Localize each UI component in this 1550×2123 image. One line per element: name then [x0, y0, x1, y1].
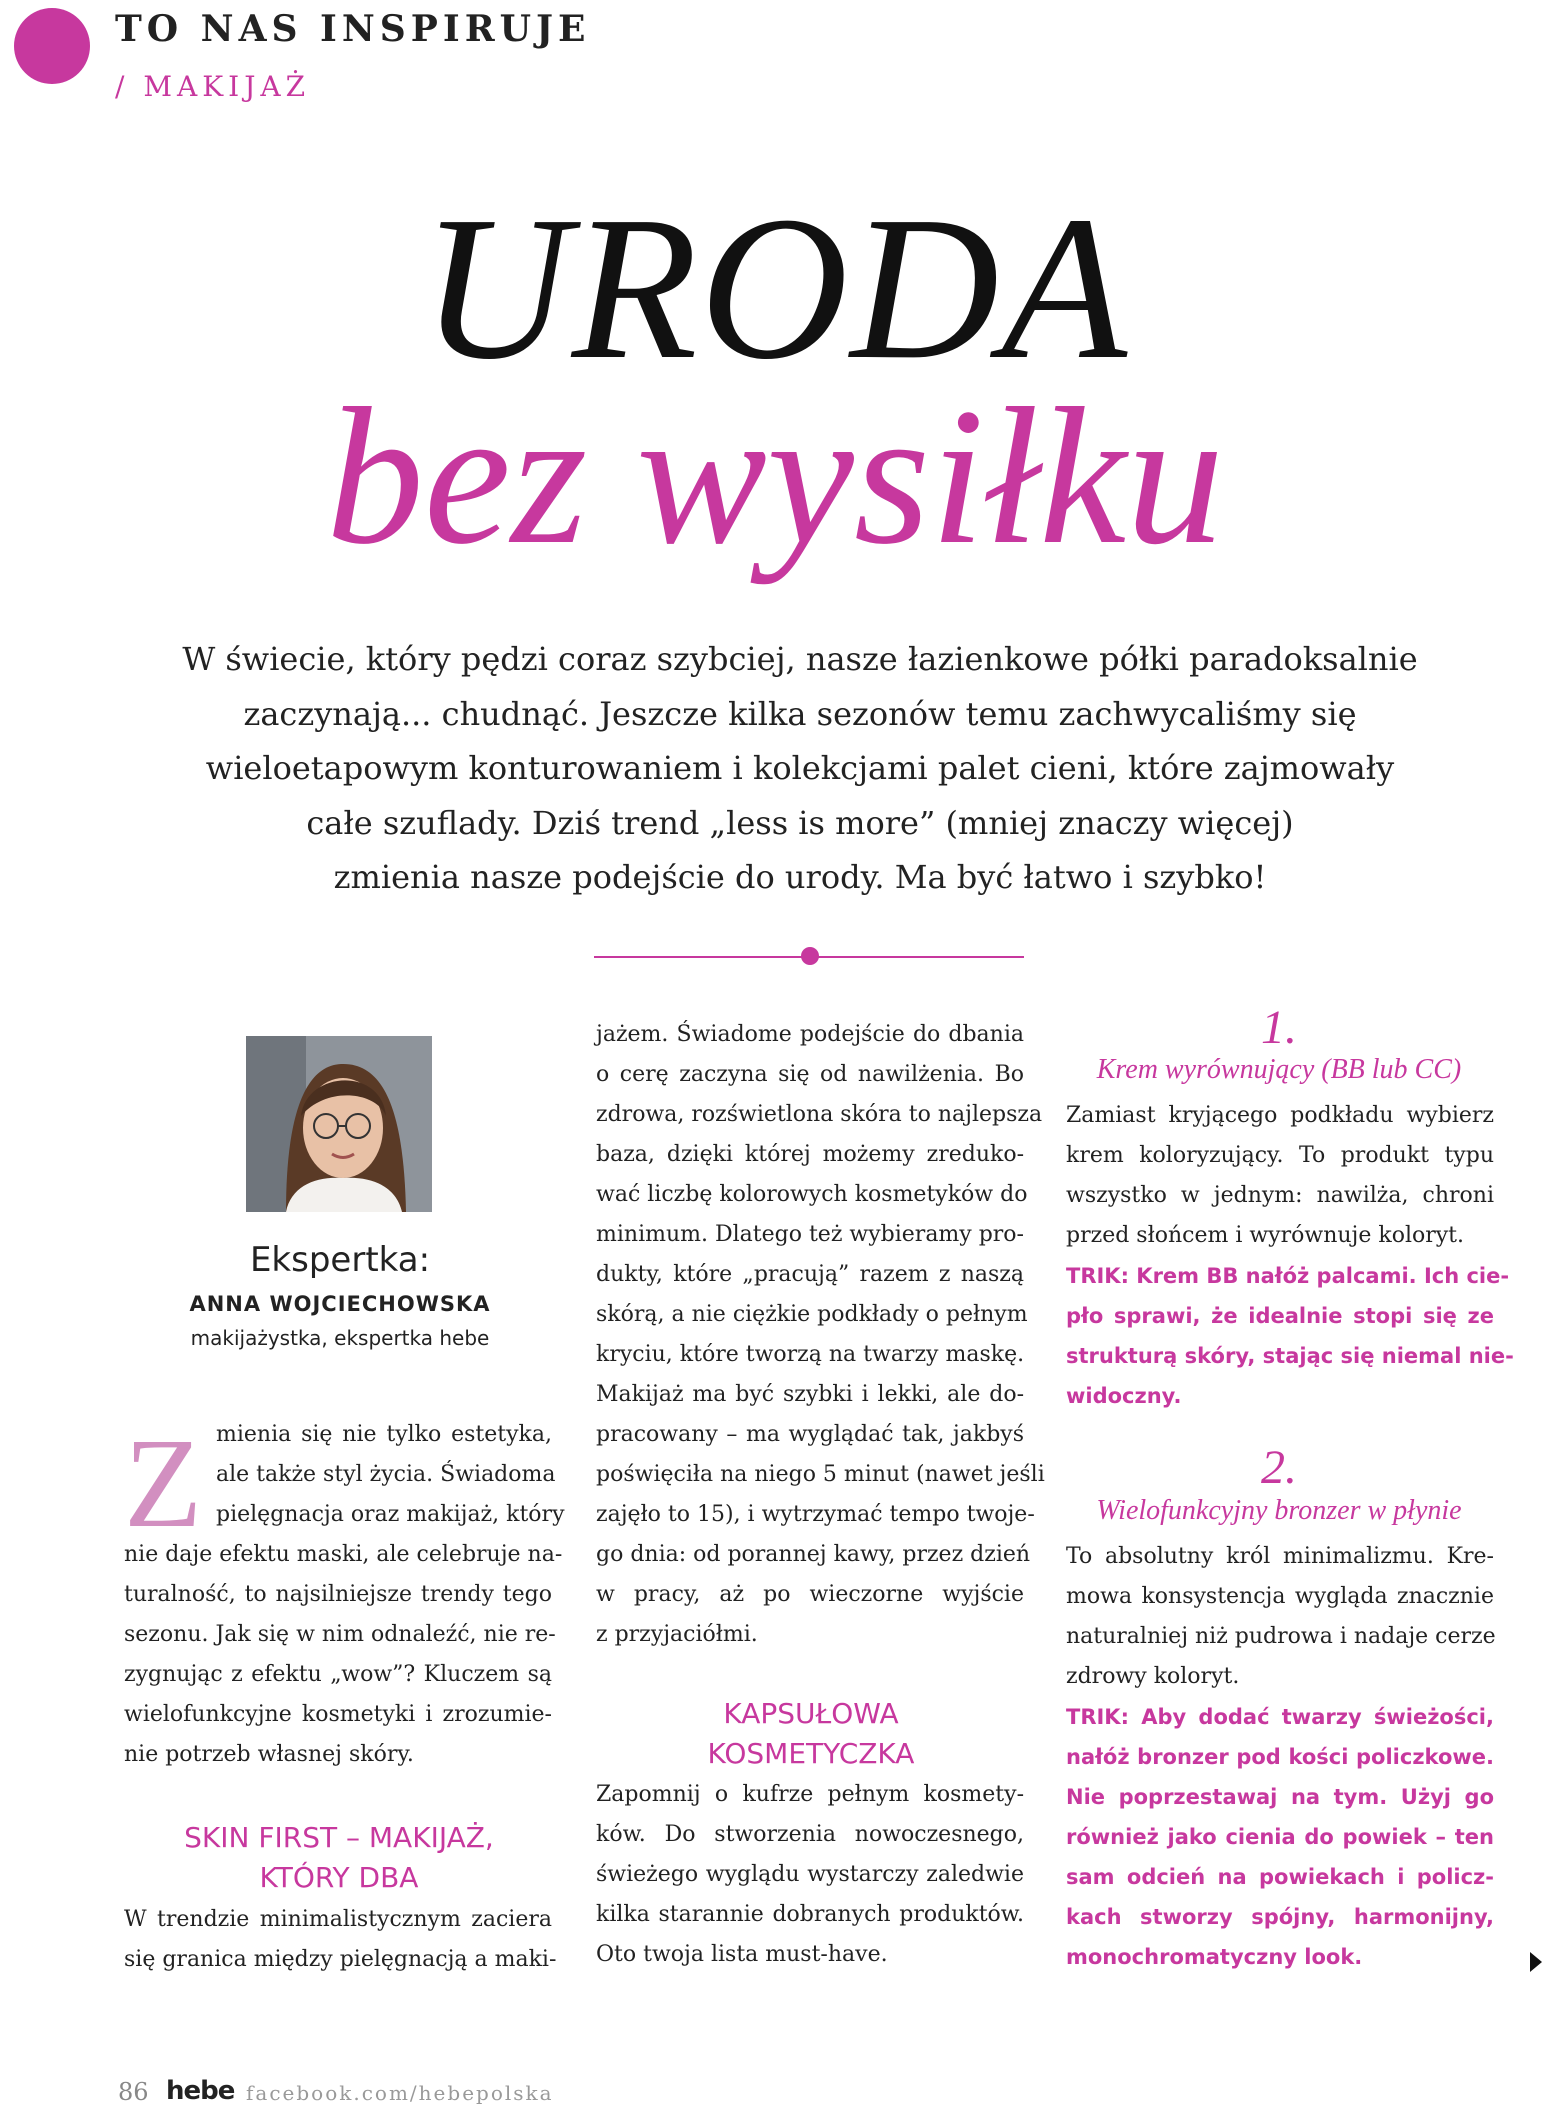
- lead-line: całe szuflady. Dziś trend „less is more” (mniej znaczy więcej): [306, 803, 1294, 842]
- body-line: o cerę zaczyna się od nawilżenia. Bo: [596, 1062, 1024, 1087]
- brand-logo: hebe: [166, 2076, 235, 2106]
- body-line: wać liczbę kolorowych kosmetyków do: [596, 1182, 1028, 1207]
- trik-line: TRIK: Krem BB nałóż palcami. Ich cie-: [1066, 1264, 1510, 1288]
- body-line: przed słońcem i wyrównuje koloryt.: [1066, 1223, 1465, 1248]
- column-3-item-1: [1066, 1096, 1514, 1416]
- lead-line: wieloetapowym konturowaniem i kolekcjami palet cieni, które zajmowały: [205, 749, 1395, 787]
- body-line: jażem. Świadome podejście do dbania: [596, 1022, 1024, 1047]
- headline-main: URODA: [421, 173, 1129, 402]
- trik-line: sam odcień na powiekach i policz-: [1066, 1865, 1494, 1889]
- body-line: zdrowy koloryt.: [1066, 1664, 1240, 1689]
- heading-line: KAPSUŁOWA: [723, 1697, 899, 1730]
- body-line: wielofunkcyjne kosmetyki i zrozumie-: [124, 1702, 552, 1727]
- body-line: zajęło to 15), i wytrzymać tempo twoje-: [596, 1502, 1035, 1527]
- body-line: się granica między pielęgnacją a maki-: [124, 1947, 557, 1972]
- heading-line: KTÓRY DBA: [259, 1861, 419, 1894]
- body-line: nie daje efektu maski, ale celebruje na-: [124, 1542, 563, 1567]
- trik-line: pło sprawi, że idealnie stopi się ze: [1066, 1304, 1494, 1328]
- page-number: 86: [118, 2078, 149, 2106]
- lead-line: zmienia nasze podejście do urody. Ma być łatwo i szybko!: [333, 858, 1267, 896]
- body-line: Makijaż ma być szybki i lekki, ale do-: [596, 1382, 1024, 1407]
- item-number-2: 2.: [1261, 1441, 1297, 1494]
- product-name-1: Krem wyrównujący (BB lub CC): [1096, 1054, 1462, 1085]
- column-3-item-2: [1066, 1537, 1494, 1977]
- heading-line: SKIN FIRST – MAKIJAŻ,: [184, 1821, 494, 1854]
- trik-line: również jako cienia do powiek – ten: [1066, 1825, 1494, 1849]
- body-line: ale także styl życia. Świadoma: [216, 1462, 556, 1487]
- item-number-1: 1.: [1261, 1001, 1297, 1054]
- expert-photo: [246, 1036, 432, 1212]
- body-line: naturalniej niż pudrowa i nadaje cerze: [1066, 1624, 1496, 1649]
- lead-paragraph: [170, 632, 1430, 905]
- body-line: nie potrzeb własnej skóry.: [124, 1742, 414, 1767]
- product-name-2: Wielofunkcyjny bronzer w płynie: [1096, 1495, 1462, 1526]
- section-title: TO NAS INSPIRUJE: [115, 8, 591, 50]
- heading-kapsulowa: [596, 1694, 1026, 1774]
- trik-line: strukturą skóry, stając się niemal nie-: [1066, 1344, 1514, 1368]
- body-line: baza, dzięki której możemy zreduko-: [596, 1142, 1024, 1167]
- body-line: zygnując z efektu „wow”? Kluczem są: [124, 1662, 552, 1687]
- heading-skin-first: [124, 1818, 554, 1898]
- body-line: skórą, a nie ciężkie podkłady o pełnym: [596, 1302, 1028, 1327]
- headline-sub: bez wysiłku: [325, 368, 1225, 585]
- section-dot: [14, 8, 90, 84]
- body-line: ków. Do stworzenia nowoczesnego,: [596, 1822, 1024, 1847]
- body-line: w pracy, aż po wieczorne wyjście: [596, 1582, 1024, 1607]
- lead-line: zaczynają... chudnąć. Jeszcze kilka sezonów temu zachwycaliśmy się: [243, 694, 1357, 733]
- body-line: poświęciła na niego 5 minut (nawet jeśli: [596, 1462, 1045, 1487]
- body-line: mienia się nie tylko estetyka,: [216, 1422, 552, 1447]
- body-line: wszystko w jednym: nawilża, chroni: [1066, 1183, 1494, 1208]
- body-line: mowa konsystencja wygląda znacznie: [1066, 1584, 1494, 1609]
- next-page-arrow-icon: [1530, 1952, 1542, 1972]
- body-line: go dnia: od porannej kawy, przez dzień: [596, 1542, 1031, 1567]
- heading-line: KOSMETYCZKA: [707, 1737, 915, 1770]
- divider-dot: [801, 947, 819, 965]
- body-line: Zapomnij o kufrze pełnym kosmety-: [596, 1782, 1024, 1807]
- body-line: zdrowa, rozświetlona skóra to najlepsza: [596, 1102, 1043, 1127]
- trik-line: kach stworzy spójny, harmonijny,: [1066, 1905, 1494, 1929]
- trik-line: nałóż bronzer pod kości policzkowe.: [1066, 1745, 1494, 1769]
- column-1: [124, 1412, 565, 1775]
- body-line: turalność, to najsilniejsze trendy tego: [124, 1582, 552, 1607]
- drop-cap: Z: [124, 1412, 203, 1554]
- facebook-link[interactable]: facebook.com/hebepolska: [246, 2081, 554, 2105]
- body-line: minimum. Dlatego też wybieramy pro-: [596, 1222, 1024, 1247]
- expert-role: makijażystka, ekspertka hebe: [190, 1326, 490, 1350]
- body-line: pracowany – ma wyglądać tak, jakbyś: [596, 1422, 1024, 1447]
- trik-line: widoczny.: [1066, 1384, 1182, 1408]
- trik-line: monochromatyczny look.: [1066, 1945, 1363, 1969]
- column-1-continued: [124, 1900, 557, 1980]
- body-line: sezonu. Jak się w nim odnaleźć, nie re-: [124, 1622, 556, 1647]
- body-line: świeżego wyglądu wystarczy zaledwie: [596, 1862, 1024, 1887]
- body-line: To absolutny król minimalizmu. Kre-: [1066, 1544, 1494, 1569]
- body-line: Oto twoja lista must-have.: [596, 1942, 888, 1967]
- lead-line: W świecie, który pędzi coraz szybciej, nasze łazienkowe półki paradoksalnie: [182, 640, 1418, 678]
- body-line: dukty, które „pracują” razem z naszą: [596, 1262, 1024, 1287]
- body-line: z przyjaciółmi.: [596, 1622, 758, 1647]
- body-line: W trendzie minimalistycznym zaciera: [124, 1907, 552, 1932]
- body-line: pielęgnacja oraz makijaż, który: [216, 1502, 565, 1527]
- body-line: krem koloryzujący. To produkt typu: [1066, 1143, 1494, 1168]
- body-line: kryciu, które tworzą na twarzy maskę.: [596, 1342, 1025, 1367]
- body-line: kilka starannie dobranych produktów.: [596, 1902, 1024, 1927]
- body-line: Zamiast kryjącego podkładu wybierz: [1066, 1103, 1494, 1128]
- column-2: [596, 1015, 1045, 1655]
- section-subtitle: / MAKIJAŻ: [115, 70, 311, 103]
- expert-name: ANNA WOJCIECHOWSKA: [189, 1292, 491, 1316]
- trik-line: Nie poprzestawaj na tym. Użyj go: [1066, 1785, 1494, 1809]
- trik-line: TRIK: Aby dodać twarzy świeżości,: [1066, 1705, 1494, 1729]
- column-2-continued: [596, 1775, 1024, 1975]
- expert-label: Ekspertka:: [249, 1240, 431, 1280]
